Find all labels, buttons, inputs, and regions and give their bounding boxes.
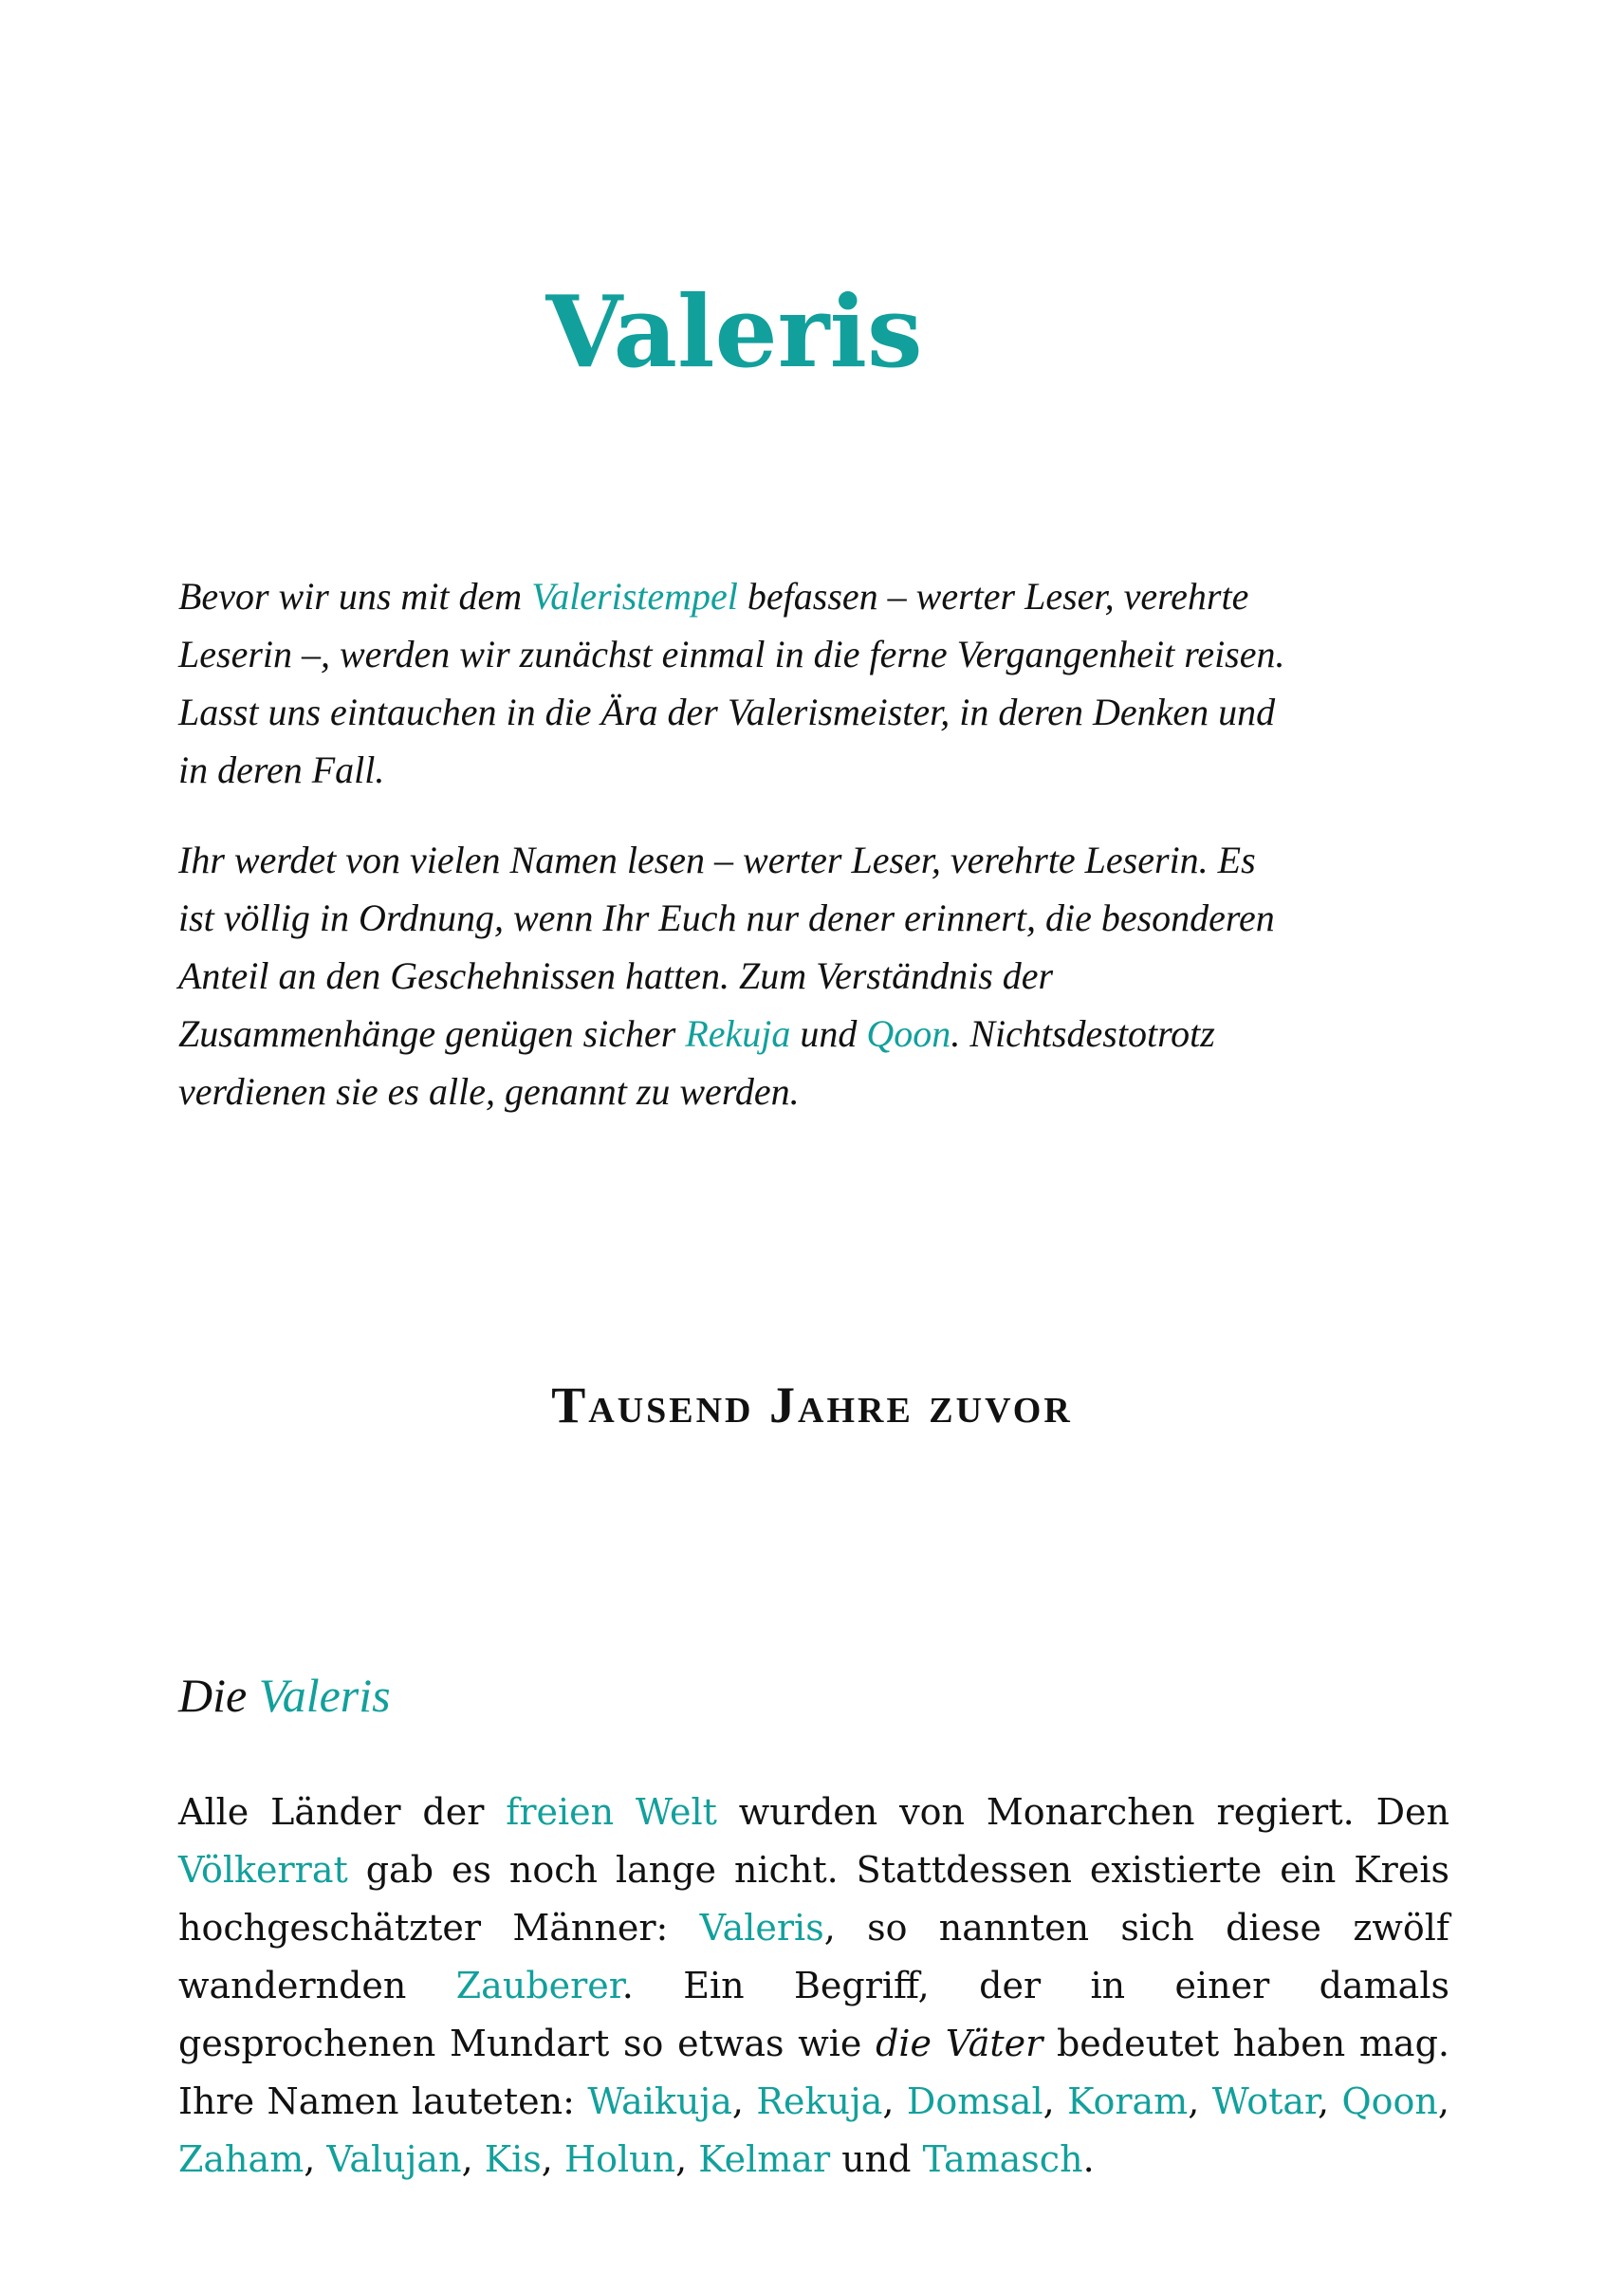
text-run: ,: [461, 2138, 485, 2180]
chapter-title: Valeris: [545, 273, 923, 390]
term-link-völkerrat[interactable]: Völkerrat: [178, 1849, 348, 1891]
term-link-tamasch[interactable]: Tamasch: [922, 2138, 1083, 2180]
section-heading: Tausend Jahre zuvor: [551, 1377, 1073, 1433]
term-link-qoon[interactable]: Qoon: [1341, 2080, 1438, 2122]
term-link-kelmar[interactable]: Kelmar: [698, 2138, 831, 2180]
subsection-link-valeris[interactable]: Valeris: [258, 1669, 391, 1722]
text-run: Ihr werdet von vielen Namen lesen – werter Leser, verehrte Leserin. Es ist völlig in Ordnung, wenn Ihr Euch nur dener erinnert, die besonderen Anteil an den Geschehnissen hatten. Zum Verständnis der Zusammenhänge genügen sicher: [178, 839, 1275, 1055]
text-run: ,: [1188, 2080, 1212, 2122]
text-run: ,: [541, 2138, 564, 2180]
text-run: ,: [1318, 2080, 1342, 2122]
text-run: bedeutet haben mag. Ihre Namen lauteten:: [178, 2023, 1449, 2122]
text-run: Bevor wir uns mit dem: [178, 575, 532, 618]
term-link-holun[interactable]: Holun: [563, 2138, 676, 2180]
text-run: ,: [1043, 2080, 1068, 2122]
text-run: Alle Länder der: [178, 1791, 507, 1833]
text-run: gab es noch lange nicht. Stattdessen existierte ein Kreis hochgeschätzter Männer:: [178, 1849, 1449, 1949]
subsection-prefix: Die: [178, 1669, 259, 1722]
term-link-wotar[interactable]: Wotar: [1211, 2080, 1318, 2122]
term-link-zaham[interactable]: Zaham: [178, 2138, 304, 2180]
term-link-valeris[interactable]: Valeris: [699, 1907, 824, 1949]
term-link-kis[interactable]: Kis: [484, 2138, 542, 2180]
intro-paragraph-1: [178, 567, 1298, 799]
text-run: und: [790, 1012, 867, 1055]
text-run: ,: [1437, 2080, 1449, 2122]
term-link-valujan[interactable]: Valujan: [326, 2138, 462, 2180]
term-link-zauberer[interactable]: Zauberer: [455, 1965, 622, 2006]
text-run: befassen – werter Leser, verehrte Leserin –, werden wir zunächst einmal in die ferne Vergangenheit reisen. Lasst uns eintauchen in die Ära der Valerismeister, in deren Denken und in deren Fall.: [178, 575, 1285, 791]
text-run: . Nichtsdestotrotz verdienen sie es alle, genannt zu werden.: [178, 1012, 1215, 1113]
term-link-rekuja[interactable]: Rekuja: [685, 1012, 791, 1055]
body-paragraph: [178, 1784, 1449, 2189]
text-run: wurden von Monarchen regiert. Den: [716, 1791, 1450, 1833]
intro-paragraph-2: [178, 831, 1298, 1120]
text-run: . Ein Begriff, der in einer damals gesprochenen Mundart so etwas wie: [178, 1965, 1449, 2064]
emphasis-text: die Väter: [876, 2023, 1043, 2064]
intro-section: [178, 567, 1298, 1153]
text-run: ,: [731, 2080, 757, 2122]
term-link-freien-welt[interactable]: freien Welt: [506, 1791, 717, 1833]
term-link-domsal[interactable]: Domsal: [906, 2080, 1043, 2122]
term-link-qoon[interactable]: Qoon: [866, 1012, 951, 1055]
term-link-rekuja[interactable]: Rekuja: [756, 2080, 883, 2122]
term-link-waikuja[interactable]: Waikuja: [587, 2080, 732, 2122]
text-run: , so nannten sich diese zwölf wandernden: [178, 1907, 1449, 2006]
subsection-heading: [178, 1669, 391, 1722]
term-link-valeristempel[interactable]: Valeristempel: [531, 575, 738, 618]
text-run: ,: [675, 2138, 699, 2180]
text-run: ,: [882, 2080, 907, 2122]
text-run: .: [1082, 2138, 1095, 2180]
term-link-koram[interactable]: Koram: [1067, 2080, 1189, 2122]
text-run: ,: [304, 2138, 327, 2180]
text-run: und: [830, 2138, 923, 2180]
